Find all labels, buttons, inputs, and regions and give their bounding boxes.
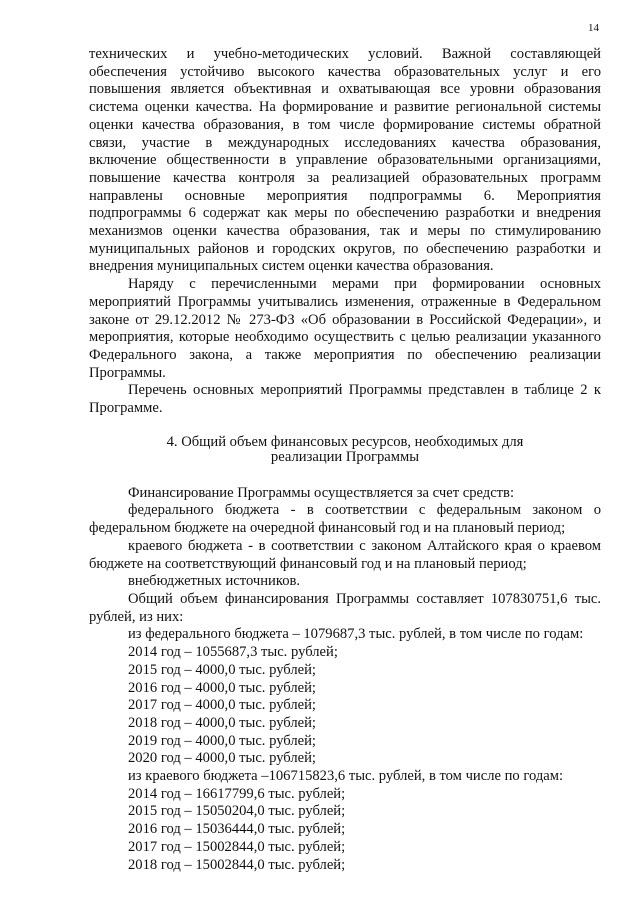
federal-year-item: 2016 год – 4000,0 тыс. рублей; [128,679,316,696]
federal-year-item: 2019 год – 4000,0 тыс. рублей; [128,732,316,749]
regional-budget-header: из краевого бюджета –106715823,6 тыс. рублей, в том числе по годам: [128,768,564,785]
regional-year-item: 2015 год – 15050204,0 тыс. рублей; [128,803,346,820]
paragraph-financing-intro: Финансирование Программы осуществляется за счет средств: [128,484,515,501]
regional-year-item: 2016 год – 15036444,0 тыс. рублей; [128,821,346,838]
paragraph-federal-law: Наряду с перечисленными мерами при формировании основных мероприятий Программы учитывались изменения, отраженные в Федеральном законе от 29.12.2012 № 273-ФЗ «Об образовании в Российской Федерации», и мероприятия, которые необходимо осуществить с целью реализации указанного Федерального закона, а также мероприятия по обеспечению реализации Программы. [89,276,601,381]
section-heading [89,435,601,465]
paragraph-extrabudgetary: внебюджетных источников. [128,573,301,590]
federal-budget-header: из федерального бюджета – 1079687,3 тыс. рублей, в том числе по годам: [128,626,584,643]
paragraph-quality-assessment: технических и учебно-методических условий. Важной составляющей обеспечения устойчиво высокого качества образовательных услуг и его повышения является объективная и охватывающая все уровни образования система оценки качества. На формирование и развитие региональной системы оценки качества образования, в том числе формирование системы обратной связи, участие в международных исследованиях качества образования, включение общественности в управление образовательными организациями, повышение качества контроля за реализацией образовательных программ направлены основные мероприятия подпрограммы 6. Мероприятия подпрограммы 6 содержат как меры по обеспечению разработки и внедрения механизмов оценки качества образования, так и меры по стимулированию муниципальных районов и городских округов, по обеспечению разработки и внедрения муниципальных систем оценки качества образования. [89,46,601,275]
document-body [89,46,601,874]
regional-years-list [89,786,601,875]
federal-year-item: 2018 год – 4000,0 тыс. рублей; [128,714,316,731]
paragraph-federal-budget: федерального бюджета - в соответствии с федеральным законом о федеральном бюджете на очередной финансовый год и на плановый период; [89,502,601,537]
regional-year-item: 2018 год – 15002844,0 тыс. рублей; [128,856,346,873]
paragraph-table-reference: Перечень основных мероприятий Программы представлен в таблице 2 к Программе. [89,382,601,417]
federal-year-item: 2020 год – 4000,0 тыс. рублей; [128,750,316,767]
section-heading-line-2: реализации Программы [270,448,420,465]
regional-year-item: 2017 год – 15002844,0 тыс. рублей; [128,838,346,855]
federal-year-item: 2014 год – 1055687,3 тыс. рублей; [128,644,338,661]
federal-years-list [89,644,601,768]
section-heading-line-1: 4. Общий объем финансовых ресурсов, необходимых для [166,433,524,450]
regional-year-item: 2014 год – 16617799,6 тыс. рублей; [128,785,346,802]
federal-year-item: 2015 год – 4000,0 тыс. рублей; [128,661,316,678]
paragraph-regional-budget: краевого бюджета - в соответствии с законом Алтайского края о краевом бюджете на соответствующий финансовый год и на плановый период; [89,537,601,572]
paragraph-total-financing: Общий объем финансирования Программы составляет 107830751,6 тыс. рублей, из них: [89,590,601,625]
page-number: 14 [588,22,599,34]
federal-year-item: 2017 год – 4000,0 тыс. рублей; [128,697,316,714]
